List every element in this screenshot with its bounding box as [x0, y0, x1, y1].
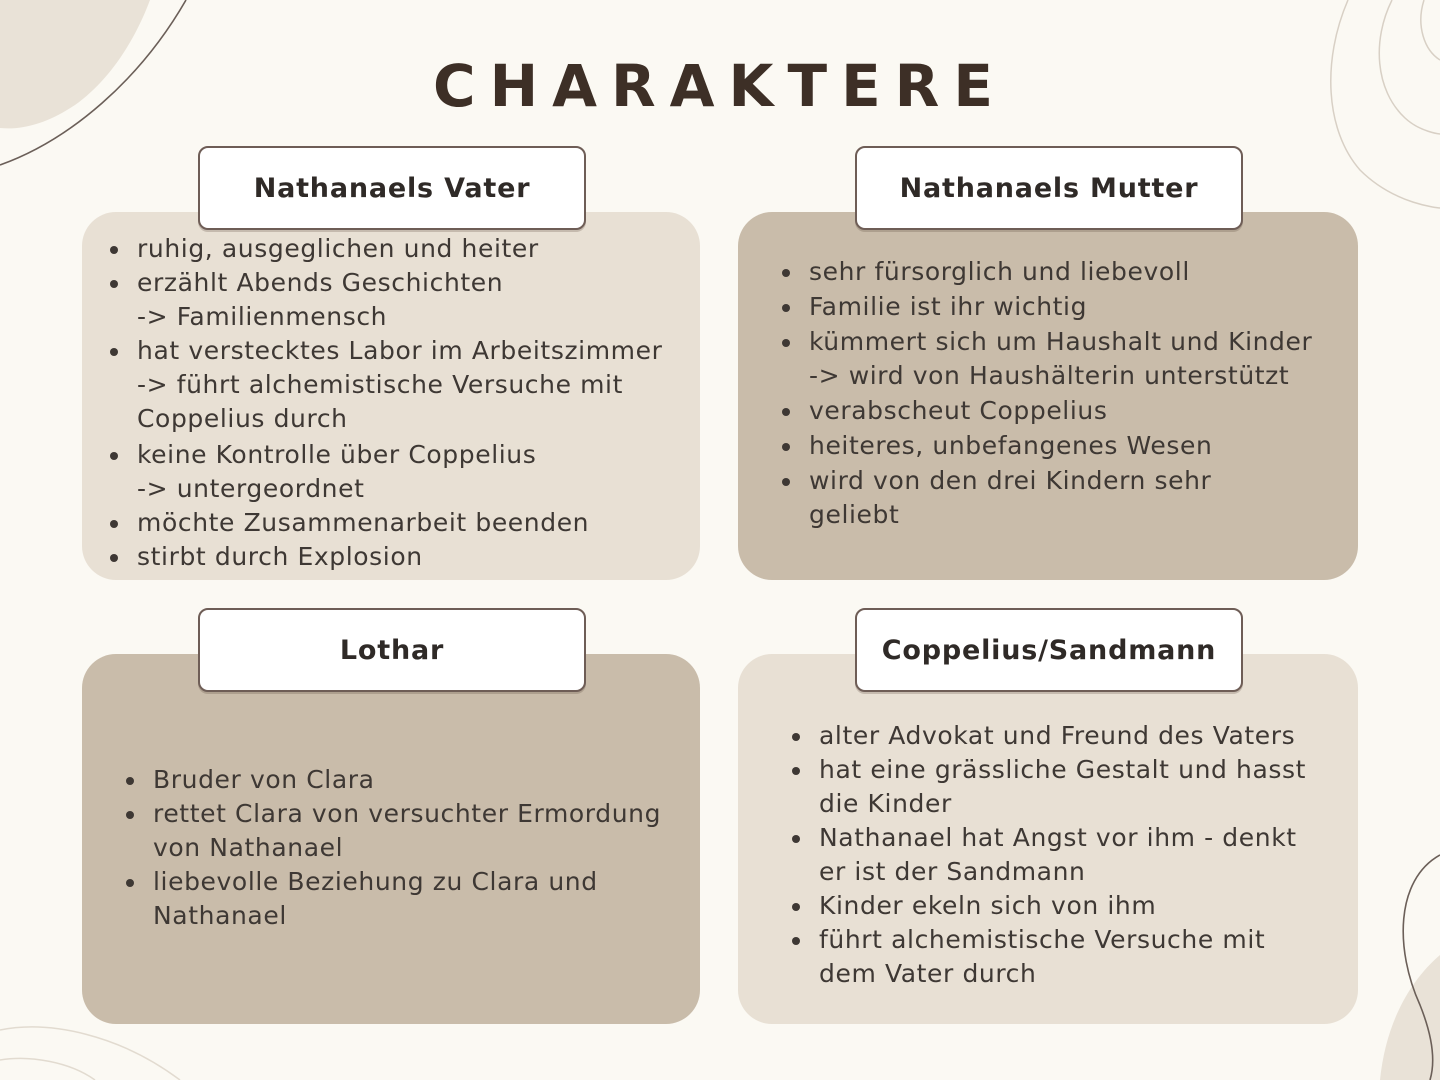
sub-line: -> wird von Haushälterin unterstützt — [809, 361, 1290, 390]
list-item: Nathanael hat Angst vor ihm - denkt er ist der Sandmann — [792, 821, 1358, 889]
sub-line: geliebt — [809, 500, 900, 529]
sub-line: dem Vater durch — [819, 959, 1037, 988]
card-list — [126, 763, 696, 933]
list-item: hat verstecktes Labor im Arbeitszimmer -> führt alchemistische Versuche mit Coppelius durch — [110, 334, 680, 436]
list-item: stirbt durch Explosion — [110, 540, 680, 574]
list-item: rettet Clara von versuchter Ermordung von Nathanael — [126, 797, 696, 865]
sub-line: er ist der Sandmann — [819, 857, 1086, 886]
list-item: erzählt Abends Geschichten -> Familienmensch — [110, 266, 680, 334]
list-item: Bruder von Clara — [126, 763, 696, 797]
sub-line: Coppelius durch — [137, 404, 348, 433]
list-item: wird von den drei Kindern sehr geliebt — [782, 464, 1352, 532]
sub-line: -> führt alchemistische Versuche mit — [137, 370, 623, 399]
card-nathanaels-vater — [82, 212, 700, 580]
list-item: keine Kontrolle über Coppelius -> untergeordnet — [110, 438, 680, 506]
bottom-right-blob — [1380, 955, 1440, 1080]
bottom-left-line-2 — [0, 1058, 95, 1080]
sub-line: -> Familienmensch — [137, 302, 388, 331]
bottom-left-line — [0, 1027, 180, 1080]
list-item: sehr fürsorglich und liebevoll — [782, 255, 1352, 290]
list-item: alter Advokat und Freund des Vaters — [792, 719, 1358, 753]
sub-line: -> untergeordnet — [137, 474, 365, 503]
label-nathanaels-mutter: Nathanaels Mutter — [855, 146, 1243, 230]
list-item: Familie ist ihr wichtig — [782, 290, 1352, 325]
card-list — [110, 232, 680, 574]
list-item: hat eine grässliche Gestalt und hasst die Kinder — [792, 753, 1358, 821]
card-list — [782, 255, 1352, 532]
list-item: verabscheut Coppelius — [782, 394, 1352, 429]
list-item: liebevolle Beziehung zu Clara und Nathanael — [126, 865, 696, 933]
page-title: CHARAKTERE — [433, 52, 1007, 120]
card-nathanaels-mutter — [738, 212, 1358, 580]
list-item: möchte Zusammenarbeit beenden — [110, 506, 680, 540]
label-nathanaels-vater: Nathanaels Vater — [198, 146, 586, 230]
top-right-line-small — [1421, 0, 1440, 60]
list-item: führt alchemistische Versuche mit dem Vater durch — [792, 923, 1358, 991]
list-item: ruhig, ausgeglichen und heiter — [110, 232, 680, 266]
sub-line: von Nathanael — [153, 833, 344, 862]
list-item: Kinder ekeln sich von ihm — [792, 889, 1358, 923]
list-item: kümmert sich um Haushalt und Kinder -> wird von Haushälterin unterstützt — [782, 325, 1352, 394]
sub-line: Nathanael — [153, 901, 287, 930]
card-list — [792, 719, 1358, 991]
sub-line: die Kinder — [819, 789, 952, 818]
label-coppelius-sandmann: Coppelius/Sandmann — [855, 608, 1243, 692]
list-item: heiteres, unbefangenes Wesen — [782, 429, 1352, 464]
card-lothar — [82, 654, 700, 1024]
card-coppelius-sandmann — [738, 654, 1358, 1024]
label-lothar: Lothar — [198, 608, 586, 692]
